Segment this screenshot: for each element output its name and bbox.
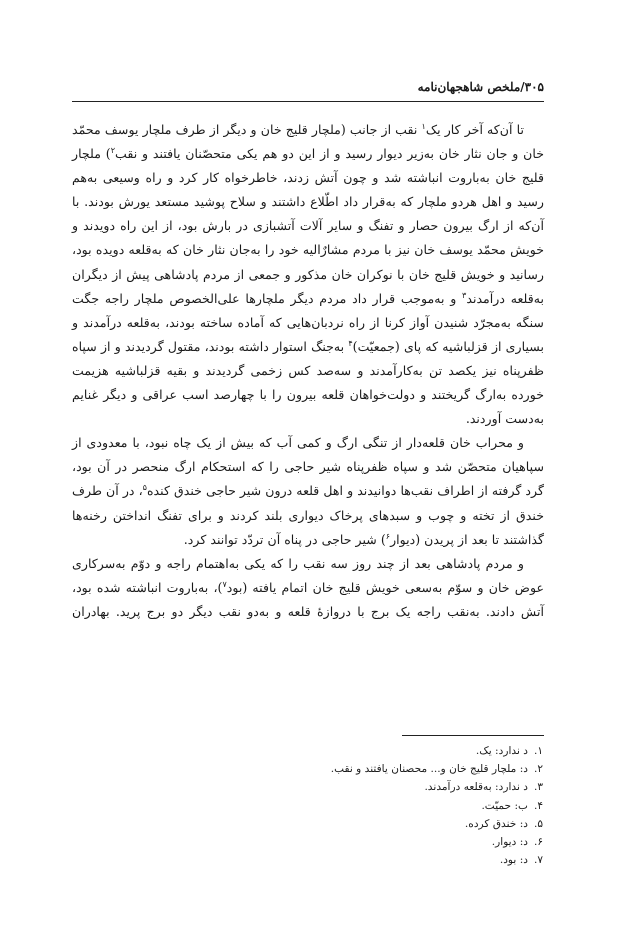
paragraph-1 xyxy=(72,118,544,431)
footnote-divider xyxy=(402,735,544,736)
footnote-number: ۴. xyxy=(534,799,544,812)
footnote-ref-1: ۱ xyxy=(421,121,426,131)
paragraph-text: و محراب خان قلعه‌دار از تنگی ارگ و کمی آب که بیش از یک چاه نبود، با معدودی از سپاهیان متحصّن شد و سپاه ظفرپناه شیر حاجی را که استحکام ارگ منحصر در آن بود، گرد گرفته از اطراف نقب‌ها دوانیدند و اهل قلعه درون شیر حاجی خندق کنده xyxy=(72,435,544,499)
paragraph-2 xyxy=(72,431,544,551)
footnote-item xyxy=(72,742,546,760)
header-divider xyxy=(72,101,544,102)
paragraph-text: ) شیر حاجی در پناه آن تردّد توانند کرد. xyxy=(183,531,386,547)
footnote-ref-6: ۶ xyxy=(385,531,391,541)
footnote-ref-2: ۲ xyxy=(110,145,115,155)
footnote-text: د ندارد: به‌قلعه درآمدند. xyxy=(424,781,528,794)
paragraph-text: و مردم پادشاهی بعد از چند روز سه نقب را که یکی به‌اهتمام راجه و دوّم به‌سرکاری عوض خان و سوّم به‌سعی خویش قلیج خان اتمام یافته (بود xyxy=(72,555,544,595)
footnote-text: د: دیوار. xyxy=(491,836,528,849)
paragraph-text: نقب از جانب (ملچار قلیج خان و دیگر از طرف ملچار یوسف محمّد خان و جان نثار خان به‌زیر دیوار رسید و از این دو هم یکی متحصّنان یافتند و نقب xyxy=(72,122,544,162)
paragraph-text: و به‌موجب قرار داد مردم دیگر ملچارها علی‌الخصوص ملچار راجه جگت سنگه به‌مجرّد شنیدن آواز کرنا از راه نردبان‌هایی که آماده ساخته بودند، به‌قلعه درآمدند و بسیاری از قزلباشیه که پای (جمعیّت) xyxy=(72,290,545,354)
running-header xyxy=(72,80,544,94)
paragraph-text: ، در آن طرف خندق از تخته و چوب و سبدهای پرخاک دیواری بلند کردند و برای تفنگ انداختن رخنه‌ها گذاشتند تا بعد از پریدن (دیوار xyxy=(72,483,544,547)
footnote-number: ۳. xyxy=(534,781,544,794)
footnote-text: د: ملچار قلیج خان و... محصنان یافتند و نقب. xyxy=(330,763,528,776)
paragraph-text: به‌جنگ استوار داشته بودند، مقتول گردیدند و از سپاه ظفرپناه نیز یکصد تن به‌کارآمدند و سه‌صد کس زخمی گردیدند و بقیه قزلباشیه هزیمت خورده به‌ارگ گریختند و دولت‌خواهان قلعه بیرون را با چهارصد اسب عراقی و دیگر غنایم به‌دست آوردند. xyxy=(72,338,544,427)
footnote-text: د ندارد: یک. xyxy=(475,745,528,757)
footnote-item xyxy=(72,760,546,778)
footnote-number: ۱. xyxy=(534,745,544,757)
paragraph-text: تا آن‌که آخر کار یک xyxy=(425,122,524,137)
footnote-ref-7: ۷ xyxy=(222,579,227,589)
footnotes-list xyxy=(72,742,546,869)
footnote-text: د: خندق کرده. xyxy=(464,817,528,830)
footnote-number: ۷. xyxy=(534,854,544,867)
footnote-ref-4: ۴ xyxy=(348,338,353,348)
footnote-item xyxy=(72,851,546,869)
footnote-item xyxy=(72,815,546,833)
paragraph-text: )، به‌باروت انباشته شده بود، آتش دادند. به‌نقب راجه یک برج با دروازهٔ قلعه و به‌دو نقب دیگر دو برج پرید. بهادران xyxy=(72,579,544,619)
footnote-number: ۵. xyxy=(534,817,544,830)
footnote-text: د: بود. xyxy=(499,854,528,867)
footnote-number: ۶. xyxy=(534,836,544,849)
paragraph-3 xyxy=(72,552,544,624)
footnote-item xyxy=(72,797,546,815)
footnote-text: ب: حمیّت. xyxy=(481,799,528,812)
footnote-item xyxy=(72,833,546,851)
main-text xyxy=(72,118,544,624)
running-title: ۳۰۵/ملخص شاهجهان‌نامه xyxy=(417,80,544,94)
footnote-ref-5: ۵ xyxy=(142,483,147,493)
footnote-item xyxy=(72,778,546,796)
footnote-number: ۲. xyxy=(534,763,544,776)
footnote-ref-3: ۳ xyxy=(462,290,467,300)
paragraph-text: ) ملچار قلیج خان به‌باروت انباشته شد و چون آتش زدند، خاطرخواه کار کرد و راه وسیعی به‌هم رسید و اهل هردو ملچار که به‌قرار داد اطّلاع داشتند و سلاح پوشید مستعد یورش بودند. با آن‌که از ارگ بیرون حصار و تفنگ و سایر آلات آتشبازی در بارش بود، از این راه دویدند و خویش محمّد یوسف خان نیز با مردم مشارٌالیه خود را به‌جان نثار خان که به‌قلعه دویده بود، رسانید و خویش قلیج خان با نوکران خان مذکور و جمعی از مردم پادشاهی پیش از دیگران به‌قلعه درآمدند xyxy=(72,146,544,306)
